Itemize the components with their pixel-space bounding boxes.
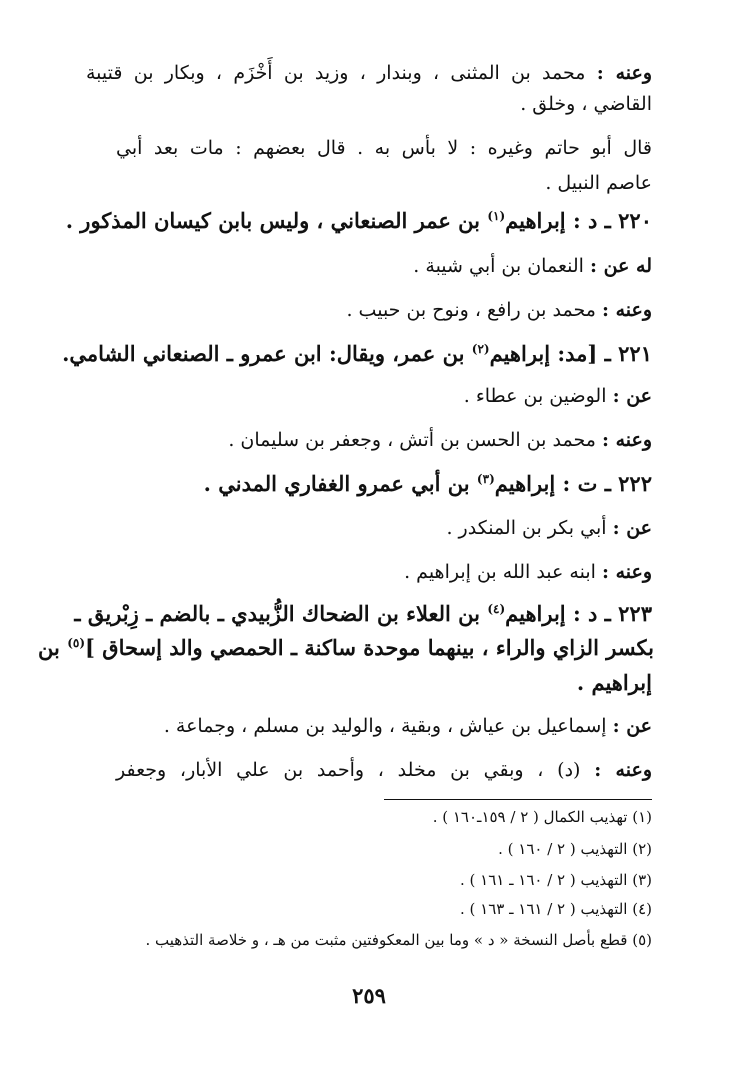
footnote-1: (١) تهذيب الكمال ( ٢ / ١٥٩ـ١٦٠ ) . (432, 808, 652, 826)
footnote-separator (384, 799, 652, 800)
text-line (116, 755, 652, 785)
line-text: (د) ، وبقي بن مخلد ، وأحمد بن علي الأبار، وجعفر (116, 759, 581, 781)
line-text: القاضي ، وخلق . (520, 93, 652, 115)
line-text: إسماعيل بن عياش ، وبقية ، والوليد بن مسلم ، وجماعة . (163, 715, 607, 737)
line-text: ابنه عبد الله بن إبراهيم . (404, 561, 596, 583)
text-line (116, 251, 652, 281)
line-lead: وعنه : (601, 561, 652, 583)
page-number: ٢٥٩ (352, 983, 386, 1008)
line-text: أبي بكر بن المنكدر . (446, 517, 607, 539)
text-line (116, 133, 652, 163)
text-line (86, 168, 652, 198)
line-lead: وعنه : (601, 429, 652, 451)
entry-heading-end: بن عمر الصنعاني ، وليس بابن كيسان المذكور . (65, 208, 488, 233)
entry-heading-start: ٢٢٢ ـ ت : إبراهيم (494, 471, 652, 496)
text-line (116, 381, 652, 411)
line-lead: له عن : (589, 255, 652, 277)
footnote-ref: (١) (487, 209, 506, 223)
entry-heading-start: ٢٢٣ ـ د : إبراهيم (505, 601, 652, 626)
line-text: عاصم النبيل . (545, 172, 652, 194)
line-text: محمد بن المثنى ، وبندار ، وزيد بن أَخْزَم ، وبكار بن قتيبة (86, 62, 586, 84)
line-lead: عن : (612, 385, 652, 407)
line-lead: عن : (612, 715, 652, 737)
entry-heading-222 (116, 469, 652, 499)
footnote-ref: (٢) (471, 342, 490, 356)
entry-heading-end: بن العلاء بن الضحاك الزُّبيدي ـ بالضم ـ زِبْريق ـ (74, 601, 488, 626)
line-text: إبراهيم . (576, 670, 652, 695)
line-lead: وعنه : (601, 299, 652, 321)
footnote-4: (٤) التهذيب ( ٢ / ١٦١ ـ ١٦٣ ) . (460, 900, 652, 918)
entry-heading-start: ٢٢٠ ـ د : إبراهيم (505, 208, 652, 233)
entry-heading-end: بن عمر، ويقال: ابن عمرو ـ الصنعاني الشامي. (62, 341, 472, 366)
entry-heading-cont (86, 668, 652, 698)
line-lead: وعنه : (596, 62, 653, 84)
footnote-3: (٣) التهذيب ( ٢ / ١٦٠ ـ ١٦١ ) . (460, 871, 652, 889)
line-text: قال أبو حاتم وغيره : لا بأس به . قال بعضهم : مات بعد أبي (116, 137, 652, 159)
entry-heading-cont (38, 633, 654, 663)
line-text: محمد بن الحسن بن أتش ، وجعفر بن سليمان . (228, 429, 596, 451)
text-line (86, 89, 652, 119)
line-text: النعمان بن أبي شيبة . (413, 255, 584, 277)
footnote-ref: (٤) (487, 602, 506, 616)
entry-heading-220 (65, 206, 652, 236)
entry-heading-221 (62, 339, 652, 369)
line-lead: عن : (612, 517, 652, 539)
line-text: الوضين بن عطاء . (463, 385, 607, 407)
text-line (116, 557, 652, 587)
text-line (116, 295, 652, 325)
footnote-ref: (٣) (476, 472, 495, 486)
entry-heading-end: بن أبي عمرو الغفاري المدني . (203, 471, 477, 496)
line-lead: وعنه : (594, 759, 652, 781)
text-line (116, 425, 652, 455)
entry-heading-start: بكسر الزاي والراء ، بينهما موحدة ساكنة ـ الحمصي والد إسحاق ] (85, 635, 654, 660)
text-line (86, 58, 652, 88)
entry-heading-end: بن (38, 635, 68, 660)
line-text: محمد بن رافع ، ونوح بن حبيب . (346, 299, 596, 321)
text-line (86, 711, 652, 741)
entry-heading-start: ٢٢١ ـ [مد: إبراهيم (489, 341, 652, 366)
footnote-5: (٥) قطع بأصل النسخة « د » وما بين المعكوفتين مثبت من هـ ، و خلاصة التذهيب . (145, 931, 652, 949)
footnote-ref: (٥) (67, 636, 86, 650)
entry-heading-223 (74, 599, 652, 629)
footnote-2: (٢) التهذيب ( ٢ / ١٦٠ ) . (498, 840, 652, 858)
text-line (116, 513, 652, 543)
